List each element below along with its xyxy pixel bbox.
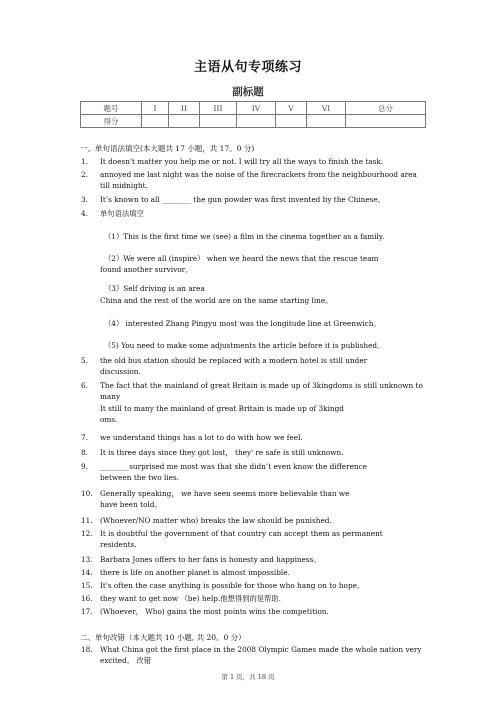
question-text: Generally speaking， we have seen seems more believable than we <box>100 489 350 498</box>
question-text: excited。 改错 <box>100 656 151 665</box>
question-text: （2）We were all (inspire） when we heard the news that the rescue team <box>104 254 379 263</box>
score-table <box>80 101 426 128</box>
question-text: annoyed me last night was the noise of the firecrackers from the neighbourhood area <box>100 170 417 179</box>
question-text: It doesn't matter you help me or not. I will try all the ways to finish the task. <box>100 157 384 166</box>
question-text: It still to many the mainland of great Britain is made up of 3kingd <box>100 404 344 413</box>
question-text: ________surprised me most was that she didn’t even know the difference <box>100 462 367 471</box>
score-cell <box>237 115 276 128</box>
score-cell <box>307 115 346 128</box>
score-cell: II <box>169 102 200 115</box>
question-number: 7. <box>81 433 88 442</box>
score-cell: VI <box>307 102 346 115</box>
question-text: have been told。 <box>100 500 162 509</box>
question-text: China and the rest of the world are on the same starting line。 <box>100 296 333 305</box>
question-text: (Whoever/NO matter who) breaks the law should be punished. <box>100 516 332 525</box>
question-number: 18. <box>81 645 93 654</box>
question-number: 2. <box>81 170 88 179</box>
question-number: 15. <box>81 581 93 590</box>
page-subtitle: 副标题 <box>232 86 264 98</box>
question-number: 13. <box>81 555 93 564</box>
question-number: 12. <box>81 529 93 538</box>
question-number: 10. <box>81 489 93 498</box>
question-number: 6. <box>81 381 88 390</box>
question-number: 17. <box>81 607 93 616</box>
question-number: 8. <box>81 448 88 457</box>
question-text: （3）Self driving is an area <box>104 284 205 293</box>
question-text: （5) You need to make some adjustments the article before it is published。 <box>104 341 385 350</box>
section-heading-1: 一、单句语法填空(本大题共 17 小题，共 17。0 分) <box>80 144 255 153</box>
score-table-header-row <box>81 102 426 115</box>
question-text: many <box>100 392 121 401</box>
question-text: 单句语法填空 <box>100 209 144 218</box>
question-text: It is doubtful the government of that country can accept them as permanent <box>100 529 383 538</box>
question-text: till midnight. <box>100 181 148 190</box>
score-cell <box>346 115 426 128</box>
score-cell <box>169 115 200 128</box>
section-heading-2: 二、单句改错（本大题共 10 小题, 共 20。0 分） <box>80 633 246 642</box>
question-text: oms. <box>100 415 118 424</box>
score-cell: IV <box>237 102 276 115</box>
question-number: 1. <box>81 157 88 166</box>
score-cell: III <box>200 102 237 115</box>
question-number: 16. <box>81 594 93 603</box>
question-text: （4） interested Zhang Pingyu most was the longitude line at Greenwich。 <box>104 319 381 328</box>
question-text: What China got the first place in the 2008 Olympic Games made the whole nation very <box>100 645 422 654</box>
score-cell: 得分 <box>81 115 142 128</box>
score-cell: I <box>142 102 169 115</box>
question-text: between the two lies. <box>100 473 180 482</box>
page-footer: 第 1 页，共 18 页 <box>221 673 275 681</box>
question-text: (Whoever， Who) gains the most points wins the competition. <box>100 607 329 616</box>
question-number: 11. <box>81 516 93 525</box>
question-text: discussion. <box>100 367 141 376</box>
question-number: 14. <box>81 568 93 577</box>
question-text: The fact that the mainland of great Britain is made up of 3kingdoms is still unknown to <box>100 381 423 390</box>
score-cell: 题号 <box>81 102 142 115</box>
question-text: the old bus station should be replaced with a modern hotel is still under <box>100 356 368 365</box>
score-cell: V <box>276 102 307 115</box>
question-number: 4. <box>81 209 88 218</box>
page-title: 主语从句专项练习 <box>193 60 302 75</box>
question-number: 3. <box>81 195 88 204</box>
question-text: It is three days since they got lost， they' re safe is still unknown. <box>100 448 344 457</box>
question-text: Barbara Jones offers to her fans is honesty and happiness。 <box>100 555 321 564</box>
question-text: we understand things has a lot to do with how we feel. <box>100 433 303 442</box>
question-number: 5. <box>81 356 88 365</box>
question-text: found another survivor。 <box>100 265 193 274</box>
score-cell: 总分 <box>346 102 426 115</box>
score-cell <box>276 115 307 128</box>
question-number: 9. <box>81 462 88 471</box>
question-text: they want to get now （be) help.他想得到的是帮助. <box>100 594 281 603</box>
question-text: there is life on another planet is almost impossible. <box>100 568 290 577</box>
score-table-score-row <box>81 115 426 128</box>
question-text: residents. <box>100 540 137 549</box>
question-text: It’s known to all ________ the gun powder was first invented by the Chinese。 <box>100 195 386 204</box>
score-cell <box>142 115 169 128</box>
question-text: （1）This is the first time we (see) a film in the cinema together as a family. <box>104 232 385 241</box>
question-text: It's often the case anything is possible for those who hang on to hope。 <box>100 581 365 590</box>
score-cell <box>200 115 237 128</box>
